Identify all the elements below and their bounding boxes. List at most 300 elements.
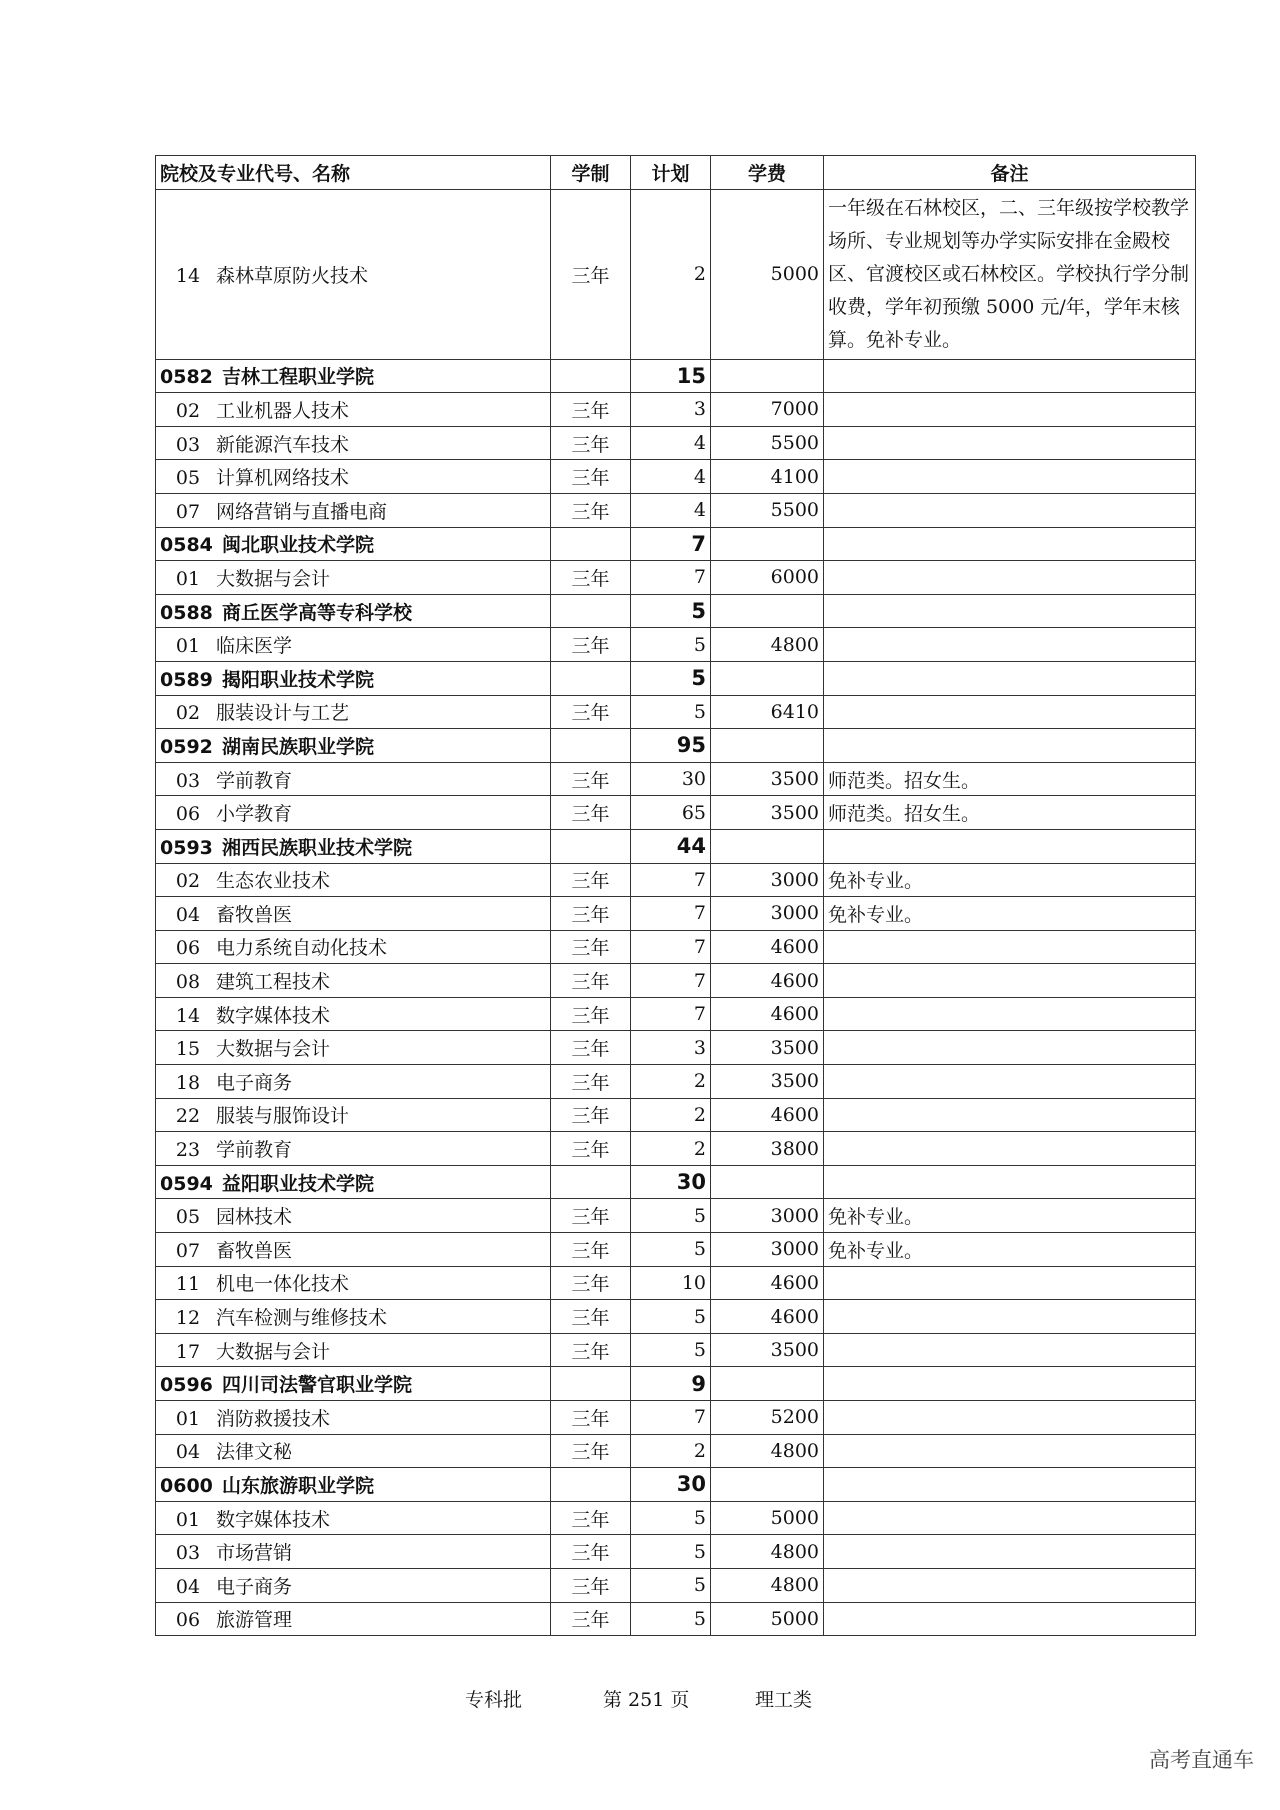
major-row	[156, 762, 1196, 796]
school-name: 四川司法警官职业学院	[222, 1374, 413, 1397]
school-row	[156, 527, 1196, 561]
note-cell	[824, 1300, 1196, 1334]
school-code: 0582	[160, 366, 213, 389]
duration-cell: 三年	[551, 1434, 631, 1468]
major-name: 计算机网络技术	[216, 467, 350, 490]
footer-batch: 专科批	[465, 1689, 523, 1711]
note-cell	[824, 359, 1196, 393]
name-cell	[156, 964, 551, 998]
major-code: 23	[175, 1139, 201, 1162]
major-name: 生态农业技术	[216, 870, 331, 893]
note-cell	[824, 460, 1196, 494]
name-cell	[156, 561, 551, 595]
major-code: 06	[175, 803, 201, 826]
major-code: 07	[175, 1239, 201, 1262]
admission-plan-table	[155, 155, 1196, 1636]
duration-cell	[551, 1468, 631, 1502]
school-name: 湖南民族职业学院	[222, 735, 375, 758]
fee-cell: 3500	[711, 762, 824, 796]
major-name: 法律文秘	[216, 1441, 293, 1464]
school-code: 0600	[160, 1474, 213, 1497]
major-code: 02	[175, 870, 201, 893]
fee-cell: 4600	[711, 930, 824, 964]
duration-cell: 三年	[551, 930, 631, 964]
major-name: 小学教育	[216, 803, 293, 826]
duration-cell: 三年	[551, 460, 631, 494]
major-row	[156, 1333, 1196, 1367]
duration-cell: 三年	[551, 1300, 631, 1334]
name-cell	[156, 1333, 551, 1367]
name-cell	[156, 1266, 551, 1300]
school-code: 0588	[160, 601, 213, 624]
duration-cell: 三年	[551, 762, 631, 796]
fee-cell: 4600	[711, 1300, 824, 1334]
duration-cell: 三年	[551, 964, 631, 998]
plan-cell: 5	[631, 1568, 711, 1602]
major-row	[156, 930, 1196, 964]
note-cell	[824, 661, 1196, 695]
note-cell	[824, 1132, 1196, 1166]
fee-cell: 3000	[711, 897, 824, 931]
name-cell	[156, 1300, 551, 1334]
plan-cell: 7	[631, 897, 711, 931]
major-row	[156, 426, 1196, 460]
fee-cell: 3500	[711, 796, 824, 830]
plan-cell: 4	[631, 426, 711, 460]
plan-cell: 95	[631, 729, 711, 763]
note-cell	[824, 1568, 1196, 1602]
name-cell	[156, 426, 551, 460]
plan-cell: 7	[631, 997, 711, 1031]
note-cell	[824, 594, 1196, 628]
note-cell: 免补专业。	[824, 1233, 1196, 1267]
plan-cell: 3	[631, 393, 711, 427]
fee-cell: 6000	[711, 561, 824, 595]
name-cell	[156, 359, 551, 393]
major-row	[156, 189, 1196, 359]
plan-cell: 3	[631, 1031, 711, 1065]
duration-cell: 三年	[551, 1568, 631, 1602]
major-code: 08	[175, 971, 201, 994]
major-name: 数字媒体技术	[216, 1508, 331, 1531]
fee-cell: 3500	[711, 1065, 824, 1099]
major-row	[156, 796, 1196, 830]
major-code: 12	[175, 1307, 201, 1330]
fee-cell: 5500	[711, 426, 824, 460]
fee-cell: 4600	[711, 1098, 824, 1132]
name-cell	[156, 897, 551, 931]
plan-cell: 15	[631, 359, 711, 393]
school-name: 揭阳职业技术学院	[222, 668, 375, 691]
duration-cell: 三年	[551, 1098, 631, 1132]
fee-cell: 4800	[711, 628, 824, 662]
major-row	[156, 1199, 1196, 1233]
note-cell	[824, 393, 1196, 427]
major-row	[156, 1233, 1196, 1267]
plan-cell: 5	[631, 1501, 711, 1535]
name-cell	[156, 762, 551, 796]
fee-cell: 6410	[711, 695, 824, 729]
duration-cell: 三年	[551, 1065, 631, 1099]
fee-cell: 4600	[711, 1266, 824, 1300]
major-code: 11	[175, 1273, 201, 1296]
major-code: 07	[175, 500, 201, 523]
note-cell	[824, 930, 1196, 964]
major-name: 汽车检测与维修技术	[216, 1307, 388, 1330]
major-name: 大数据与会计	[216, 1038, 331, 1061]
plan-cell: 5	[631, 628, 711, 662]
note-cell: 免补专业。	[824, 863, 1196, 897]
note-cell	[824, 829, 1196, 863]
name-cell	[156, 1602, 551, 1636]
name-cell	[156, 1132, 551, 1166]
major-name: 网络营销与直播电商	[216, 500, 388, 523]
note-cell: 师范类。招女生。	[824, 796, 1196, 830]
plan-cell: 10	[631, 1266, 711, 1300]
duration-cell: 三年	[551, 1031, 631, 1065]
name-cell	[156, 460, 551, 494]
note-cell	[824, 1401, 1196, 1435]
note-cell: 师范类。招女生。	[824, 762, 1196, 796]
major-code: 06	[175, 937, 201, 960]
name-cell	[156, 594, 551, 628]
name-cell	[156, 1468, 551, 1502]
plan-cell: 7	[631, 561, 711, 595]
duration-cell: 三年	[551, 1535, 631, 1569]
major-code: 17	[175, 1340, 201, 1363]
note-cell	[824, 426, 1196, 460]
fee-cell: 3000	[711, 1199, 824, 1233]
major-code: 04	[175, 903, 201, 926]
major-name: 新能源汽车技术	[216, 433, 350, 456]
school-row	[156, 594, 1196, 628]
duration-cell: 三年	[551, 997, 631, 1031]
school-row	[156, 1468, 1196, 1502]
major-row	[156, 997, 1196, 1031]
fee-cell	[711, 829, 824, 863]
duration-cell: 三年	[551, 1333, 631, 1367]
major-code: 01	[175, 1508, 201, 1531]
name-cell	[156, 1367, 551, 1401]
major-name: 临床医学	[216, 635, 293, 658]
plan-cell: 7	[631, 964, 711, 998]
note-cell	[824, 1501, 1196, 1535]
name-cell	[156, 695, 551, 729]
school-row	[156, 1165, 1196, 1199]
major-name: 服装与服饰设计	[216, 1105, 350, 1128]
duration-cell: 三年	[551, 863, 631, 897]
plan-cell: 5	[631, 594, 711, 628]
major-row	[156, 1031, 1196, 1065]
name-cell	[156, 527, 551, 561]
name-cell	[156, 1501, 551, 1535]
major-name: 工业机器人技术	[216, 399, 350, 422]
note-cell: 一年级在石林校区，二、三年级按学校教学场所、专业规划等办学实际安排在金殿校区、官渡校区或石林校区。学校执行学分制收费，学年初预缴 5000 元/年，学年末核算。免补专业。	[824, 189, 1196, 359]
school-row	[156, 661, 1196, 695]
name-cell	[156, 729, 551, 763]
name-cell	[156, 1199, 551, 1233]
major-row	[156, 1568, 1196, 1602]
duration-cell: 三年	[551, 628, 631, 662]
school-name: 吉林工程职业学院	[222, 366, 375, 389]
plan-cell: 4	[631, 460, 711, 494]
duration-cell: 三年	[551, 1266, 631, 1300]
note-cell	[824, 997, 1196, 1031]
footer-category: 理工类	[755, 1689, 813, 1711]
plan-cell: 7	[631, 1401, 711, 1435]
major-code: 02	[175, 399, 201, 422]
fee-cell	[711, 661, 824, 695]
plan-cell: 5	[631, 1300, 711, 1334]
major-name: 电子商务	[216, 1071, 293, 1094]
major-name: 电力系统自动化技术	[216, 937, 388, 960]
note-cell	[824, 1367, 1196, 1401]
fee-cell: 4800	[711, 1535, 824, 1569]
note-cell	[824, 628, 1196, 662]
school-row	[156, 1367, 1196, 1401]
major-row	[156, 1535, 1196, 1569]
fee-cell: 4100	[711, 460, 824, 494]
note-cell	[824, 1333, 1196, 1367]
duration-cell: 三年	[551, 1602, 631, 1636]
plan-cell: 7	[631, 930, 711, 964]
school-name: 闽北职业技术学院	[222, 534, 375, 557]
school-code: 0593	[160, 836, 213, 859]
duration-cell: 三年	[551, 897, 631, 931]
note-cell	[824, 527, 1196, 561]
table-header-row	[156, 156, 1196, 190]
fee-cell: 5500	[711, 493, 824, 527]
duration-cell	[551, 729, 631, 763]
duration-cell	[551, 1165, 631, 1199]
school-row	[156, 729, 1196, 763]
name-cell	[156, 1568, 551, 1602]
major-row	[156, 1434, 1196, 1468]
major-name: 旅游管理	[216, 1609, 293, 1632]
fee-cell: 3800	[711, 1132, 824, 1166]
fee-cell	[711, 1468, 824, 1502]
fee-cell: 5000	[711, 1602, 824, 1636]
fee-cell	[711, 527, 824, 561]
duration-cell: 三年	[551, 1501, 631, 1535]
major-code: 14	[175, 264, 201, 287]
major-row	[156, 1266, 1196, 1300]
note-cell	[824, 1098, 1196, 1132]
duration-cell: 三年	[551, 1132, 631, 1166]
fee-cell: 3000	[711, 1233, 824, 1267]
plan-cell: 2	[631, 1132, 711, 1166]
name-cell	[156, 493, 551, 527]
major-code: 01	[175, 635, 201, 658]
name-cell	[156, 1233, 551, 1267]
duration-cell: 三年	[551, 1199, 631, 1233]
duration-cell	[551, 1367, 631, 1401]
name-cell	[156, 829, 551, 863]
name-cell	[156, 1535, 551, 1569]
plan-cell: 2	[631, 1434, 711, 1468]
note-cell: 免补专业。	[824, 1199, 1196, 1233]
major-row	[156, 493, 1196, 527]
major-code: 03	[175, 433, 201, 456]
header-duration: 学制	[551, 156, 631, 190]
major-row	[156, 1065, 1196, 1099]
major-name: 园林技术	[216, 1206, 293, 1229]
note-cell	[824, 1535, 1196, 1569]
name-cell	[156, 863, 551, 897]
name-cell	[156, 796, 551, 830]
major-name: 学前教育	[216, 769, 293, 792]
name-cell	[156, 930, 551, 964]
name-cell	[156, 1401, 551, 1435]
duration-cell: 三年	[551, 695, 631, 729]
major-row	[156, 1132, 1196, 1166]
major-row	[156, 561, 1196, 595]
footer-page-number: 第 251 页	[603, 1689, 690, 1711]
major-code: 22	[175, 1105, 201, 1128]
header-fee: 学费	[711, 156, 824, 190]
name-cell	[156, 393, 551, 427]
fee-cell: 3500	[711, 1333, 824, 1367]
name-cell	[156, 189, 551, 359]
name-cell	[156, 1065, 551, 1099]
note-cell	[824, 1031, 1196, 1065]
fee-cell	[711, 1165, 824, 1199]
duration-cell	[551, 359, 631, 393]
major-code: 05	[175, 1206, 201, 1229]
plan-cell: 9	[631, 1367, 711, 1401]
plan-cell: 5	[631, 1199, 711, 1233]
plan-cell: 7	[631, 863, 711, 897]
fee-cell	[711, 729, 824, 763]
major-row	[156, 897, 1196, 931]
plan-cell: 5	[631, 661, 711, 695]
plan-cell: 2	[631, 1065, 711, 1099]
major-code: 05	[175, 467, 201, 490]
plan-cell: 5	[631, 1333, 711, 1367]
major-name: 机电一体化技术	[216, 1273, 350, 1296]
fee-cell: 4600	[711, 964, 824, 998]
major-name: 畜牧兽医	[216, 1239, 293, 1262]
major-code: 04	[175, 1575, 201, 1598]
note-cell	[824, 1065, 1196, 1099]
header-name: 院校及专业代号、名称	[156, 156, 551, 190]
fee-cell	[711, 359, 824, 393]
plan-cell: 30	[631, 762, 711, 796]
note-cell	[824, 729, 1196, 763]
fee-cell	[711, 1367, 824, 1401]
fee-cell: 5000	[711, 189, 824, 359]
major-row	[156, 1300, 1196, 1334]
school-code: 0589	[160, 668, 213, 691]
major-code: 14	[175, 1004, 201, 1027]
major-row	[156, 628, 1196, 662]
duration-cell	[551, 829, 631, 863]
major-name: 消防救援技术	[216, 1407, 331, 1430]
school-code: 0592	[160, 735, 213, 758]
major-code: 04	[175, 1441, 201, 1464]
fee-cell: 7000	[711, 393, 824, 427]
major-name: 学前教育	[216, 1139, 293, 1162]
plan-cell: 5	[631, 695, 711, 729]
duration-cell	[551, 661, 631, 695]
name-cell	[156, 1098, 551, 1132]
plan-cell: 2	[631, 189, 711, 359]
plan-cell: 30	[631, 1468, 711, 1502]
name-cell	[156, 1031, 551, 1065]
major-name: 建筑工程技术	[216, 971, 331, 994]
duration-cell: 三年	[551, 426, 631, 460]
fee-cell: 3000	[711, 863, 824, 897]
major-row	[156, 964, 1196, 998]
name-cell	[156, 997, 551, 1031]
plan-cell: 30	[631, 1165, 711, 1199]
major-code: 18	[175, 1071, 201, 1094]
fee-cell: 4800	[711, 1434, 824, 1468]
fee-cell: 5000	[711, 1501, 824, 1535]
note-cell	[824, 561, 1196, 595]
major-name: 市场营销	[216, 1542, 293, 1565]
plan-cell: 5	[631, 1233, 711, 1267]
fee-cell: 3500	[711, 1031, 824, 1065]
school-name: 山东旅游职业学院	[222, 1474, 375, 1497]
major-row	[156, 1401, 1196, 1435]
major-code: 01	[175, 1407, 201, 1430]
note-cell	[824, 1165, 1196, 1199]
plan-cell: 5	[631, 1535, 711, 1569]
note-cell	[824, 695, 1196, 729]
school-row	[156, 359, 1196, 393]
school-row	[156, 829, 1196, 863]
major-name: 电子商务	[216, 1575, 293, 1598]
major-name: 大数据与会计	[216, 1340, 331, 1363]
plan-cell: 4	[631, 493, 711, 527]
note-cell: 免补专业。	[824, 897, 1196, 931]
note-cell	[824, 1434, 1196, 1468]
major-name: 服装设计与工艺	[216, 702, 350, 725]
watermark-text: 高考直通车	[1149, 1748, 1254, 1772]
major-row	[156, 863, 1196, 897]
header-note: 备注	[824, 156, 1196, 190]
header-plan: 计划	[631, 156, 711, 190]
school-code: 0584	[160, 534, 213, 557]
fee-cell: 4600	[711, 997, 824, 1031]
major-row	[156, 1602, 1196, 1636]
duration-cell: 三年	[551, 393, 631, 427]
school-code: 0594	[160, 1172, 213, 1195]
school-name: 湘西民族职业技术学院	[222, 836, 413, 859]
major-code: 03	[175, 1542, 201, 1565]
major-row	[156, 695, 1196, 729]
major-name: 大数据与会计	[216, 567, 331, 590]
major-code: 15	[175, 1038, 201, 1061]
major-code: 01	[175, 567, 201, 590]
name-cell	[156, 1434, 551, 1468]
note-cell	[824, 493, 1196, 527]
fee-cell: 5200	[711, 1401, 824, 1435]
major-code: 06	[175, 1609, 201, 1632]
note-cell	[824, 1602, 1196, 1636]
fee-cell	[711, 594, 824, 628]
duration-cell: 三年	[551, 1233, 631, 1267]
duration-cell: 三年	[551, 796, 631, 830]
plan-cell: 5	[631, 1602, 711, 1636]
plan-cell: 7	[631, 527, 711, 561]
duration-cell	[551, 527, 631, 561]
major-row	[156, 1501, 1196, 1535]
fee-cell: 4800	[711, 1568, 824, 1602]
school-name: 商丘医学高等专科学校	[222, 601, 413, 624]
major-name: 数字媒体技术	[216, 1004, 331, 1027]
